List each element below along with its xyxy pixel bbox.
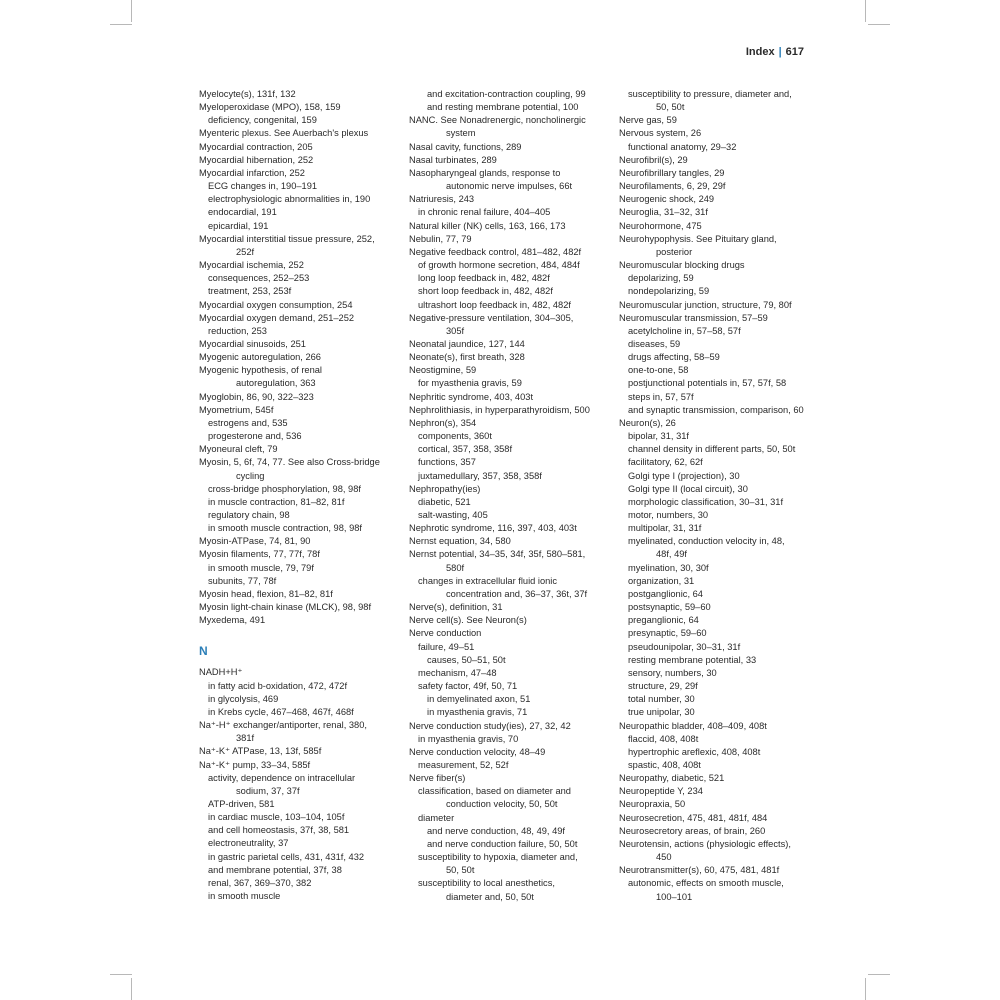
index-entry: Myocardial sinusoids, 251 bbox=[199, 338, 306, 349]
index-entry: postsynaptic, 59–60 bbox=[628, 602, 711, 613]
crop-mark bbox=[865, 978, 866, 1000]
index-entry: hypertrophic areflexic, 408, 408t bbox=[628, 746, 761, 757]
index-entry: salt-wasting, 405 bbox=[418, 510, 488, 520]
index-entry: Neostigmine, 59 bbox=[409, 365, 477, 376]
index-entry: Nephrotic syndrome, 116, 397, 403, 403t bbox=[409, 523, 577, 534]
index-entry: Myogenic autoregulation, 266 bbox=[199, 352, 321, 363]
index-entry: Myelocyte(s), 131f, 132 bbox=[199, 89, 296, 99]
index-entry: cross-bridge phosphorylation, 98, 98f bbox=[208, 483, 361, 494]
index-entry: Myometrium, 545f bbox=[199, 404, 274, 415]
index-entry: Nerve conduction bbox=[409, 628, 482, 639]
index-entry: in gastric parietal cells, 431, 431f, 432 bbox=[208, 851, 365, 862]
index-entry: functional anatomy, 29–32 bbox=[628, 141, 737, 152]
index-entry: epicardial, 191 bbox=[208, 220, 269, 231]
index-entry: motor, numbers, 30 bbox=[628, 510, 709, 520]
index-entry: Natural killer (NK) cells, 163, 166, 173 bbox=[409, 220, 566, 231]
index-entry: Golgi type II (local circuit), 30 bbox=[628, 483, 748, 494]
index-entry: Myocardial ischemia, 252 bbox=[199, 260, 304, 271]
index-entry: Myocardial oxygen demand, 251–252 bbox=[199, 312, 355, 323]
crop-mark bbox=[131, 0, 132, 22]
index-entry: Nephrolithiasis, in hyperparathyroidism, 500 bbox=[409, 404, 590, 415]
index-entry: in Krebs cycle, 467–468, 467f, 468f bbox=[208, 706, 354, 717]
crop-mark bbox=[865, 0, 866, 22]
index-entry: Neuropeptide Y, 234 bbox=[619, 786, 703, 797]
index-entry: Nerve conduction velocity, 48–49 bbox=[409, 746, 546, 757]
index-entry: one-to-one, 58 bbox=[628, 365, 689, 376]
index-entry: Negative-pressure ventilation, 304–305, bbox=[409, 312, 574, 323]
index-entry: Myocardial interstitial tissue pressure, 252, bbox=[199, 233, 375, 244]
index-entry: Nerve cell(s). See Neuron(s) bbox=[409, 615, 527, 626]
index-entry: Myoneural cleft, 79 bbox=[199, 444, 278, 455]
index-entry: Nasopharyngeal glands, response to bbox=[409, 167, 561, 178]
index-entry: Myosin, 5, 6f, 74, 77. See also Cross-bridge bbox=[199, 457, 380, 468]
index-entry: Neurosecretory areas, of brain, 260 bbox=[619, 825, 766, 836]
index-entry: of growth hormone secretion, 484, 484f bbox=[418, 260, 580, 271]
index-entry: 100–101 bbox=[656, 891, 693, 902]
index-entry: and cell homeostasis, 37f, 38, 581 bbox=[208, 825, 350, 836]
crop-mark bbox=[131, 978, 132, 1000]
index-entry: 48f, 49f bbox=[656, 549, 688, 560]
index-entry: electrophysiologic abnormalities in, 190 bbox=[208, 194, 371, 205]
index-entry: system bbox=[446, 128, 476, 139]
index-entry: nondepolarizing, 59 bbox=[628, 286, 710, 297]
index-entry: concentration and, 36–37, 36t, 37f bbox=[446, 588, 588, 599]
index-entry: ECG changes in, 190–191 bbox=[208, 181, 318, 192]
index-entry: deficiency, congenital, 159 bbox=[208, 115, 317, 126]
index-entry: Negative feedback control, 481–482, 482f bbox=[409, 246, 582, 257]
index-entry: consequences, 252–253 bbox=[208, 273, 310, 284]
section-letter: N bbox=[199, 644, 208, 659]
index-entry: and membrane potential, 37f, 38 bbox=[208, 864, 342, 875]
index-entry: in myasthenia gravis, 71 bbox=[427, 707, 528, 718]
index-entry: Myosin filaments, 77, 77f, 78f bbox=[199, 549, 320, 560]
index-entry: facilitatory, 62, 62f bbox=[628, 457, 703, 468]
index-entry: acetylcholine in, 57–58, 57f bbox=[628, 325, 741, 336]
index-entry: autoregulation, 363 bbox=[236, 378, 316, 389]
index-entry: Nerve fiber(s) bbox=[409, 773, 466, 784]
index-entry: susceptibility to pressure, diameter and, bbox=[628, 89, 792, 99]
index-entry: morphologic classification, 30–31, 31f bbox=[628, 496, 784, 507]
index-entry: estrogens and, 535 bbox=[208, 417, 288, 428]
index-entry: Nasal turbinates, 289 bbox=[409, 154, 497, 165]
index-entry: Neonate(s), first breath, 328 bbox=[409, 352, 525, 363]
index-entry: Na⁺-H⁺ exchanger/antiporter, renal, 380, bbox=[199, 720, 367, 731]
header-separator: | bbox=[778, 46, 782, 58]
index-entry: 50, 50t bbox=[656, 102, 685, 113]
index-entry: Myoglobin, 86, 90, 322–323 bbox=[199, 391, 314, 402]
index-entry: components, 360t bbox=[418, 431, 492, 442]
index-entry: resting membrane potential, 33 bbox=[628, 654, 757, 665]
index-entry: spastic, 408, 408t bbox=[628, 759, 701, 770]
index-entry: sensory, numbers, 30 bbox=[628, 667, 717, 678]
index-entry: Neuroglia, 31–32, 31f bbox=[619, 207, 708, 218]
index-entry: preganglionic, 64 bbox=[628, 615, 699, 626]
index-column-3 bbox=[619, 88, 807, 904]
index-entry: Neuromuscular blocking drugs bbox=[619, 260, 745, 271]
index-entry: 381f bbox=[236, 733, 255, 744]
index-entry: autonomic nerve impulses, 66t bbox=[446, 181, 573, 192]
index-entry: conduction velocity, 50, 50t bbox=[446, 799, 558, 810]
index-entry: diameter bbox=[418, 812, 455, 823]
index-entry: multipolar, 31, 31f bbox=[628, 523, 702, 534]
index-entry: myelinated, conduction velocity in, 48, bbox=[628, 536, 785, 547]
index-entry: Neurotransmitter(s), 60, 475, 481, 481f bbox=[619, 865, 780, 876]
crop-mark bbox=[868, 974, 890, 975]
index-entry: sodium, 37, 37f bbox=[236, 785, 300, 796]
index-entry: drugs affecting, 58–59 bbox=[628, 352, 720, 363]
index-entry: progesterone and, 536 bbox=[208, 431, 302, 442]
index-entry: posterior bbox=[656, 246, 693, 257]
index-entry: postganglionic, 64 bbox=[628, 588, 703, 599]
index-entry: organization, 31 bbox=[628, 575, 695, 586]
index-entry: in fatty acid b-oxidation, 472, 472f bbox=[208, 680, 348, 691]
running-header bbox=[700, 46, 804, 58]
index-entry: pseudounipolar, 30–31, 31f bbox=[628, 641, 741, 652]
index-entry: and nerve conduction, 48, 49, 49f bbox=[427, 825, 566, 836]
index-entry: Neurogenic shock, 249 bbox=[619, 194, 715, 205]
index-entry: Nervous system, 26 bbox=[619, 128, 702, 139]
index-entry: Nerve conduction study(ies), 27, 32, 42 bbox=[409, 720, 571, 731]
index-entry: in muscle contraction, 81–82, 81f bbox=[208, 496, 345, 507]
index-entry: renal, 367, 369–370, 382 bbox=[208, 877, 312, 888]
index-entry: Neurofibril(s), 29 bbox=[619, 154, 688, 165]
index-entry: long loop feedback in, 482, 482f bbox=[418, 273, 550, 284]
index-entry: diabetic, 521 bbox=[418, 496, 471, 507]
index-entry: Golgi type I (projection), 30 bbox=[628, 470, 740, 481]
index-entry: Neuromuscular transmission, 57–59 bbox=[619, 312, 768, 323]
index-entry: Neuron(s), 26 bbox=[619, 417, 676, 428]
index-entry: in demyelinated axon, 51 bbox=[427, 694, 531, 705]
index-entry: susceptibility to local anesthetics, bbox=[418, 878, 555, 889]
index-entry: Neurotensin, actions (physiologic effects), bbox=[619, 838, 791, 849]
index-entry: flaccid, 408, 408t bbox=[628, 733, 699, 744]
index-entry: Nernst equation, 34, 580 bbox=[409, 536, 511, 547]
index-entry: Neonatal jaundice, 127, 144 bbox=[409, 338, 525, 349]
index-entry: Myenteric plexus. See Auerbach's plexus bbox=[199, 128, 369, 139]
index-entry: Nernst potential, 34–35, 34f, 35f, 580–581, bbox=[409, 549, 586, 560]
index-entry: ATP-driven, 581 bbox=[208, 798, 275, 809]
index-entry: NANC. See Nonadrenergic, noncholinergic bbox=[409, 115, 586, 126]
index-entry: Neurosecretion, 475, 481, 481f, 484 bbox=[619, 812, 768, 823]
section-title: Index bbox=[745, 46, 775, 58]
index-column-2 bbox=[409, 88, 615, 904]
index-entry: and nerve conduction failure, 50, 50t bbox=[427, 838, 578, 849]
index-entry: susceptibility to hypoxia, diameter and, bbox=[418, 852, 578, 863]
index-entry: in cardiac muscle, 103–104, 105f bbox=[208, 812, 345, 823]
index-entry: 450 bbox=[656, 852, 672, 863]
index-entry: channel density in different parts, 50, 50t bbox=[628, 444, 796, 455]
index-entry: classification, based on diameter and bbox=[418, 786, 571, 797]
index-entry: Myocardial hibernation, 252 bbox=[199, 154, 314, 165]
index-entry: Natriuresis, 243 bbox=[409, 194, 475, 205]
index-entry: Na⁺-K⁺ pump, 33–34, 585f bbox=[199, 759, 311, 770]
index-entry: diameter and, 50, 50t bbox=[446, 891, 534, 902]
index-entry: treatment, 253, 253f bbox=[208, 286, 292, 297]
index-entry: subunits, 77, 78f bbox=[208, 575, 277, 586]
index-entry: Nebulin, 77, 79 bbox=[409, 233, 472, 244]
index-entry: Myosin head, flexion, 81–82, 81f bbox=[199, 588, 333, 599]
index-entry: structure, 29, 29f bbox=[628, 681, 698, 692]
index-entry: postjunctional potentials in, 57, 57f, 58 bbox=[628, 378, 787, 389]
index-entry: Neuropathic bladder, 408–409, 408t bbox=[619, 720, 767, 731]
index-entry: changes in extracellular fluid ionic bbox=[418, 575, 558, 586]
index-entry: total number, 30 bbox=[628, 694, 695, 705]
index-entry: autonomic, effects on smooth muscle, bbox=[628, 878, 784, 889]
index-entry: Nerve gas, 59 bbox=[619, 115, 677, 126]
index-entry: 50, 50t bbox=[446, 865, 475, 876]
index-entry: and excitation-contraction coupling, 99 bbox=[427, 89, 586, 99]
index-entry: regulatory chain, 98 bbox=[208, 510, 290, 520]
index-entry: mechanism, 47–48 bbox=[418, 667, 497, 678]
index-entry: failure, 49–51 bbox=[418, 641, 475, 652]
index-entry: Myocardial infarction, 252 bbox=[199, 167, 305, 178]
page-number: 617 bbox=[785, 46, 804, 58]
index-entry: Nerve(s), definition, 31 bbox=[409, 602, 503, 613]
index-entry: presynaptic, 59–60 bbox=[628, 628, 707, 639]
index-entry: functions, 357 bbox=[418, 457, 476, 468]
index-entry: Nasal cavity, functions, 289 bbox=[409, 141, 522, 152]
index-entry: Neurohypophysis. See Pituitary gland, bbox=[619, 233, 777, 244]
index-entry: in smooth muscle, 79, 79f bbox=[208, 562, 314, 573]
index-entry: Myocardial oxygen consumption, 254 bbox=[199, 299, 353, 310]
index-entry: Myocardial contraction, 205 bbox=[199, 141, 313, 152]
index-entry: Myeloperoxidase (MPO), 158, 159 bbox=[199, 102, 341, 113]
index-entry: and resting membrane potential, 100 bbox=[427, 102, 579, 113]
index-entry: Neuromuscular junction, structure, 79, 80f bbox=[619, 299, 792, 310]
index-entry: Neurofilaments, 6, 29, 29f bbox=[619, 181, 726, 192]
index-entry: Nephritic syndrome, 403, 403t bbox=[409, 391, 534, 402]
index-entry: Nephron(s), 354 bbox=[409, 417, 477, 428]
index-entry: Nephropathy(ies) bbox=[409, 483, 481, 494]
index-entry: Myogenic hypothesis, of renal bbox=[199, 365, 322, 376]
index-entry: true unipolar, 30 bbox=[628, 707, 695, 718]
index-entry: NADH+H⁺ bbox=[199, 667, 243, 678]
crop-mark bbox=[868, 24, 890, 25]
index-entry: Neuropathy, diabetic, 521 bbox=[619, 773, 725, 784]
index-entry: in smooth muscle contraction, 98, 98f bbox=[208, 523, 362, 534]
index-entry: in myasthenia gravis, 70 bbox=[418, 733, 519, 744]
index-entry: 305f bbox=[446, 325, 465, 336]
index-entry: 252f bbox=[236, 246, 255, 257]
index-entry: activity, dependence on intracellular bbox=[208, 772, 356, 783]
index-entry: in glycolysis, 469 bbox=[208, 693, 279, 704]
index-entry: Neurofibrillary tangles, 29 bbox=[619, 167, 725, 178]
index-entry: measurement, 52, 52f bbox=[418, 759, 509, 770]
index-entry: cortical, 357, 358, 358f bbox=[418, 444, 513, 455]
index-entry: Neuropraxia, 50 bbox=[619, 799, 686, 810]
index-entry: and synaptic transmission, comparison, 60 bbox=[628, 404, 804, 415]
index-entry: Neurohormone, 475 bbox=[619, 220, 702, 231]
crop-mark bbox=[110, 24, 132, 25]
index-entry: steps in, 57, 57f bbox=[628, 391, 694, 402]
crop-mark bbox=[110, 974, 132, 975]
index-entry: in smooth muscle bbox=[208, 891, 281, 902]
index-entry: Na⁺-K⁺ ATPase, 13, 13f, 585f bbox=[199, 746, 322, 757]
index-entry: cycling bbox=[236, 470, 265, 481]
index-entry: electroneutrality, 37 bbox=[208, 838, 289, 849]
index-entry: myelination, 30, 30f bbox=[628, 562, 709, 573]
index-entry: causes, 50–51, 50t bbox=[427, 654, 506, 665]
index-entry: 580f bbox=[446, 562, 465, 573]
index-entry: in chronic renal failure, 404–405 bbox=[418, 207, 551, 218]
index-entry: safety factor, 49f, 50, 71 bbox=[418, 681, 518, 692]
index-entry: depolarizing, 59 bbox=[628, 273, 694, 284]
index-entry: bipolar, 31, 31f bbox=[628, 431, 689, 442]
index-entry: reduction, 253 bbox=[208, 325, 267, 336]
index-entry: diseases, 59 bbox=[628, 338, 681, 349]
index-entry: endocardial, 191 bbox=[208, 207, 277, 218]
index-column-1 bbox=[199, 88, 409, 903]
index-entry: ultrashort loop feedback in, 482, 482f bbox=[418, 299, 571, 310]
index-entry: short loop feedback in, 482, 482f bbox=[418, 286, 553, 297]
index-entry: Myosin-ATPase, 74, 81, 90 bbox=[199, 536, 311, 547]
index-entry: Myosin light-chain kinase (MLCK), 98, 98f bbox=[199, 602, 372, 613]
index-entry: for myasthenia gravis, 59 bbox=[418, 378, 522, 389]
index-entry: Myxedema, 491 bbox=[199, 615, 266, 626]
index-entry: juxtamedullary, 357, 358, 358f bbox=[418, 470, 542, 481]
